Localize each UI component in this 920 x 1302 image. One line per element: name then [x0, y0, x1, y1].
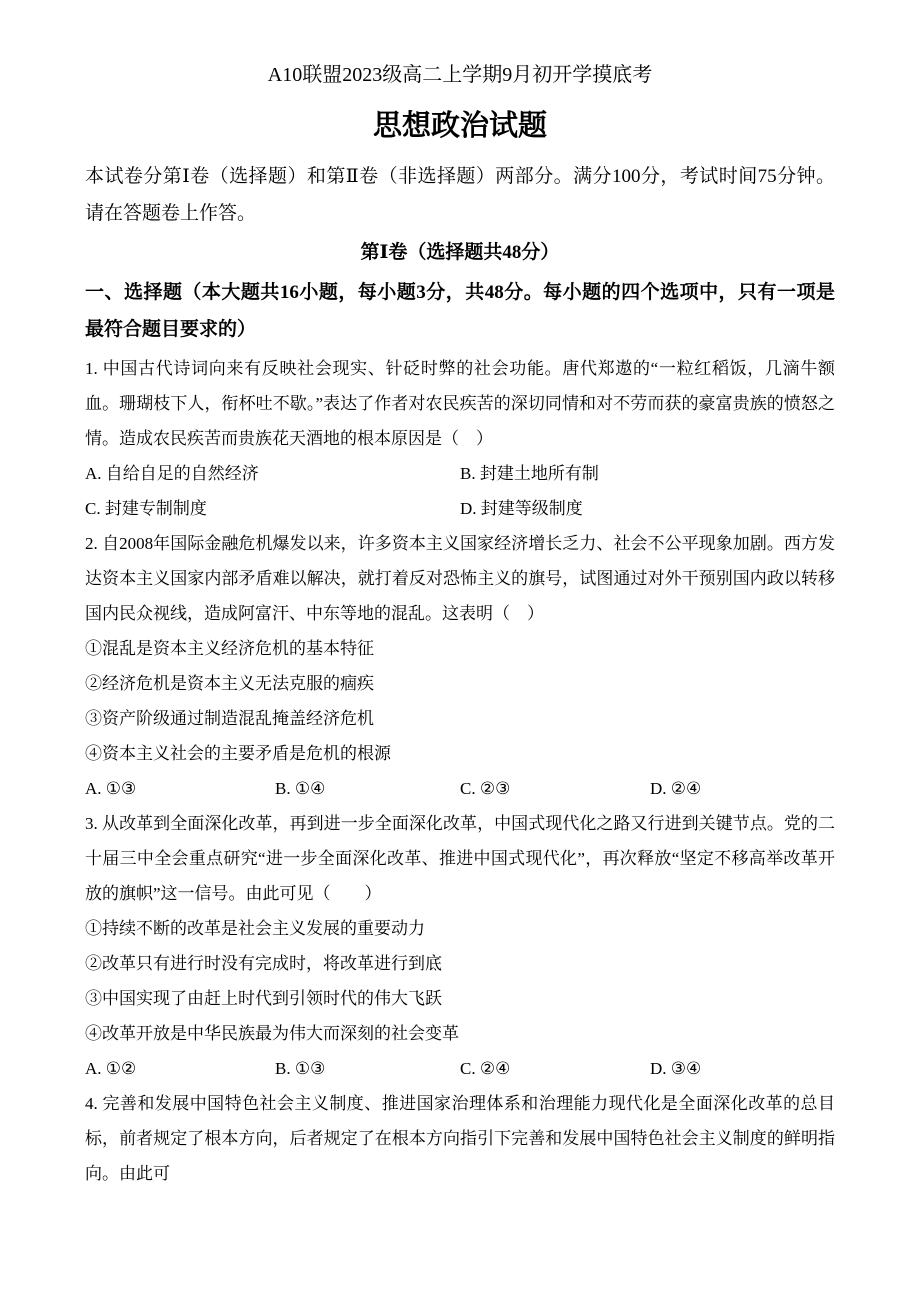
- question-3-number: 3.: [85, 814, 98, 833]
- question-2: [85, 526, 835, 806]
- question-2-option-c: C. ②③: [460, 779, 511, 798]
- exam-instructions: 本试卷分第Ⅰ卷（选择题）和第Ⅱ卷（非选择题）两部分。满分100分，考试时间75分钟。请在答题卷上作答。: [85, 166, 835, 224]
- question-1-choice-d: D. 封建等级制度: [460, 499, 583, 518]
- question-1: [85, 351, 835, 526]
- section-1-title: 第Ⅰ卷（选择题共48分）: [360, 242, 560, 263]
- question-2-option-d: D. ②④: [650, 779, 702, 798]
- question-3-option-c: C. ②④: [460, 1059, 511, 1078]
- question-4-text: 完善和发展中国特色社会主义制度、推进国家治理体系和治理能力现代化是全面深化改革的总目标，前者规定了根本方向，后者规定了在根本方向指引下完善和发展中国特色社会主义制度的鲜明指向。由此可: [85, 1094, 835, 1183]
- question-1-choice-b: B. 封建土地所有制: [460, 464, 599, 483]
- part-1-heading: 一、选择题（本大题共16小题，每小题3分，共48分。每小题的四个选项中，只有一项是最符合题目要求的）: [85, 282, 835, 340]
- question-2-statement-4: ④资本主义社会的主要矛盾是危机的根源: [85, 744, 391, 763]
- question-2-option-a: A. ①③: [85, 779, 137, 798]
- question-3-option-b: B. ①③: [275, 1059, 326, 1078]
- question-3-statement-2: ②改革只有进行时没有完成时，将改革进行到底: [85, 954, 442, 973]
- question-1-choice-c: C. 封建专制制度: [85, 499, 207, 518]
- question-1-choice-a: A. 自给自足的自然经济: [85, 464, 259, 483]
- question-2-text: 自2008年国际金融危机爆发以来，许多资本主义国家经济增长乏力、社会不公平现象加剧。西方发达资本主义国家内部矛盾难以解决，就打着反对恐怖主义的旗号，试图通过对外干预别国内政以转移国内民众视线，造成阿富汗、中东等地的混乱。这表明（ ）: [85, 534, 836, 623]
- question-1-choices: [85, 456, 835, 526]
- question-3-statement-1: ①持续不断的改革是社会主义发展的重要动力: [85, 919, 425, 938]
- question-3-statements: [85, 911, 835, 1051]
- question-3-statement-3: ③中国实现了由赶上时代到引领时代的伟大飞跃: [85, 989, 442, 1008]
- question-1-text: 中国古代诗词向来有反映社会现实、针砭时弊的社会功能。唐代郑遨的“一粒红稻饭，几滴牛额血。珊瑚枝下人，衔杯吐不歇。”表达了作者对农民疾苦的深切同情和对不劳而获的豪富贵族的愤怒之情。造成农民疾苦而贵族花天酒地的根本原因是（ ）: [85, 359, 836, 448]
- question-2-answer-options: [85, 771, 835, 806]
- question-4-number: 4.: [85, 1094, 98, 1113]
- question-3-answer-options: [85, 1051, 835, 1086]
- question-3-text: 从改革到全面深化改革，再到进一步全面深化改革，中国式现代化之路又行进到关键节点。党的二十届三中全会重点研究“进一步全面深化改革、推进中国式现代化”，再次释放“坚定不移高举改革开放的旗帜”这一信号。由此可见（ ）: [85, 814, 835, 903]
- question-3-option-d: D. ③④: [650, 1059, 702, 1078]
- exam-session-title: A10联盟2023级高二上学期9月初开学摸底考: [267, 64, 653, 86]
- question-2-statements: [85, 631, 835, 771]
- question-1-number: 1.: [85, 359, 98, 378]
- question-3-option-a: A. ①②: [85, 1059, 137, 1078]
- question-3: [85, 806, 835, 1086]
- question-4-stem: [85, 1086, 835, 1191]
- question-2-stem: [85, 526, 835, 631]
- question-3-statement-4: ④改革开放是中华民族最为伟大而深刻的社会变革: [85, 1024, 459, 1043]
- question-2-statement-1: ①混乱是资本主义经济危机的基本特征: [85, 639, 374, 658]
- question-2-statement-3: ③资产阶级通过制造混乱掩盖经济危机: [85, 709, 374, 728]
- question-list: [85, 351, 835, 1191]
- question-4: [85, 1086, 835, 1191]
- question-3-stem: [85, 806, 835, 911]
- question-2-statement-2: ②经济危机是资本主义无法克服的痼疾: [85, 674, 374, 693]
- exam-subject-title: 思想政治试题: [372, 110, 547, 142]
- question-1-stem: [85, 351, 835, 456]
- question-2-number: 2.: [85, 534, 98, 553]
- question-2-option-b: B. ①④: [275, 779, 326, 798]
